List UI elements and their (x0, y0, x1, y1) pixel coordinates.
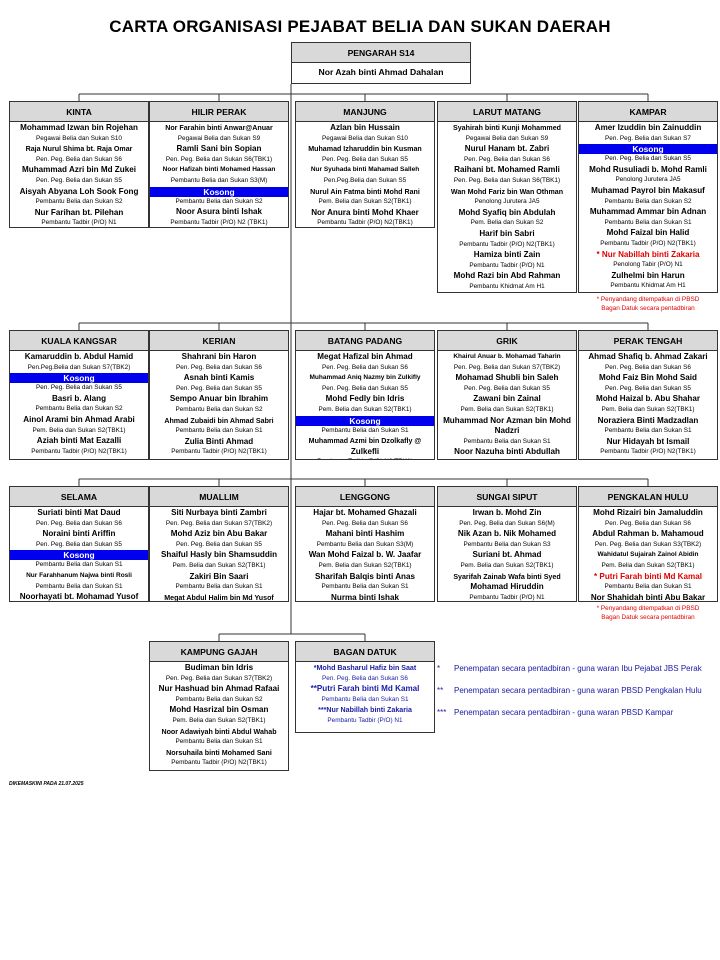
staff-position: Pem. Belia dan Sukan S2(TBK1) (32, 426, 126, 434)
staff-position: Pen. Peg. Belia dan Sukan S7(TBK2) (453, 363, 561, 371)
staff-name: Mohd Syafiq bin Abdulah (458, 207, 556, 217)
staff-name: Hamiza binti Zain (473, 250, 541, 260)
staff-position: Pembantu Belia dan Sukan S3 (463, 540, 551, 548)
staff-position: Pembantu Tadbir (P/O) N1 (41, 219, 117, 227)
staff-name: Hajar bt. Mohamed Ghazali (313, 508, 417, 517)
staff-name: *Mohd Basharul Hafiz bin Saat (313, 664, 417, 672)
staff-name: Muhammad Azri bin Md Zukei (22, 165, 136, 175)
staff-list (296, 662, 434, 727)
staff-position: Pen. Peg. Belia dan Sukan S5 (322, 155, 408, 163)
staff-position: Pegawai Belia dan Sukan S10 (36, 134, 122, 142)
staff-position: Pem. Belia dan Sukan S2(TBK1) (172, 716, 266, 724)
staff-position: Pen. Peg. Belia dan Sukan S5 (36, 384, 122, 392)
placement-note (576, 604, 720, 622)
staff-name: Nik Azan b. Nik Mohamed (457, 529, 557, 539)
staff-name: Noor Asura binti Ishak (175, 207, 263, 217)
note-line: Bagan Datuk secara pentadbiran (601, 614, 695, 621)
staff-name: Mahani binti Hashim (325, 529, 405, 539)
staff-name: Mohd Hasrizal bin Osman (169, 705, 269, 715)
staff-position: Pembantu Belia dan Sukan S1 (321, 583, 409, 591)
vacant-badge: Kosong (296, 416, 434, 426)
district-box-pengkalan-hulu (578, 486, 718, 602)
staff-name: Megat Hafizal bin Ahmad (317, 352, 413, 361)
staff-position: Pembantu Belia dan Sukan S1 (321, 426, 409, 434)
district-box-sungai-siput (437, 486, 577, 602)
staff-list (10, 507, 148, 602)
updated-date: DIKEMASKINI PADA 21.07.2025 (9, 781, 84, 787)
staff-position: Pembantu Tadbir (P/O) N2(TBK1) (317, 219, 413, 227)
staff-list (296, 122, 434, 228)
district-box-hilir-perak (149, 101, 289, 228)
staff-position: Pembantu Belia dan Sukan S1 (35, 561, 123, 569)
legend-text: Penempatan secara pentadbiran - guna waran PBSD Pengkalan Hulu (454, 686, 702, 695)
staff-name: Sempo Anuar bin Ibrahim (169, 394, 269, 404)
staff-name: Noraziera Binti Madzadlan (597, 415, 699, 425)
staff-name: Nur Hashuad bin Ahmad Rafaai (158, 684, 280, 694)
staff-name: Zawani bin Zainal (473, 394, 541, 404)
staff-position: Pen. Peg. Belia dan Sukan S5 (605, 155, 691, 163)
staff-position: Pen. Peg. Belia dan Sukan S7(TBK2) (165, 519, 273, 527)
staff-list (579, 351, 717, 458)
note-line: * Penyandang ditempatkan di PBSD (596, 296, 700, 303)
staff-name: Mohd Aziz bin Abu Bakar (170, 529, 268, 539)
district-name: MANJUNG (296, 102, 434, 122)
staff-position: Pembantu Belia dan Sukan S1 (604, 583, 692, 591)
staff-position: Pembantu Belia dan Sukan S1 (175, 738, 263, 746)
staff-position: Pembantu Khidmat Am H1 (469, 282, 545, 290)
staff-position: Pen.Peg.Belia dan Sukan S7(TBK2) (27, 363, 131, 371)
staff-position: Pem. Belia dan Sukan S2(TBK1) (460, 561, 554, 569)
staff-name: Ahmad Shafiq b. Ahmad Zakari (588, 352, 708, 361)
staff-list (438, 122, 576, 293)
staff-position: Pegawai Belia dan Sukan S9 (465, 134, 549, 142)
staff-list (296, 507, 434, 602)
staff-position (439, 458, 575, 460)
staff-position: Pembantu Tadbir (P/O) N1 (469, 261, 545, 269)
staff-name: Basri b. Alang (51, 393, 107, 403)
staff-name: Mohamad Shubli bin Saleh (455, 373, 559, 383)
staff-name: * Nur Nabillah binti Zakaria (596, 249, 700, 259)
staff-position: Pem. Belia dan Sukan S2(TBK1) (318, 198, 412, 206)
staff-position: Pembantu Khidmat Am H1 (610, 282, 686, 290)
district-name: LARUT MATANG (438, 102, 576, 122)
district-box-kinta (9, 101, 149, 228)
staff-position: Pembantu Belia dan Sukan S1 (175, 427, 263, 435)
staff-name: Muhammad Azmi bin Dzolkafly @ (308, 437, 422, 446)
staff-name: Nur Hidayah bt Ismail (606, 436, 690, 446)
staff-position: Pen. Peg. Belia dan Sukan S5 (36, 176, 122, 184)
staff-name: Suriati binti Mat Daud (37, 508, 121, 517)
staff-name: Noraini binti Ariffin (42, 529, 116, 539)
staff-name: Mohd Rusuliadi b. Mohd Ramli (589, 164, 707, 174)
district-name: KAMPAR (579, 102, 717, 122)
district-box-kuala-kangsar (9, 330, 149, 460)
staff-list (579, 507, 717, 602)
staff-name: Raihani bt. Mohamed Ramli (454, 165, 560, 175)
staff-name: Mohammad Izwan bin Rojehan (20, 123, 138, 132)
staff-position: Pembantu Tadbir (P/O) N2(TBK1) (171, 759, 267, 767)
staff-list (296, 351, 434, 460)
note-line: Bagan Datuk secara pentadbiran (601, 305, 695, 312)
staff-name: Aziah binti Mat Eazalli (36, 436, 122, 446)
staff-name: Asnah binti Kamis (183, 373, 255, 383)
staff-name: Nor Anura binti Mohd Khaer (311, 207, 419, 217)
staff-name: Abdul Rahman b. Mahamoud (592, 529, 704, 539)
staff-position: Pembantu Belia dan Sukan S3(M) (170, 176, 268, 184)
note-line: * Penyandang ditempatkan di PBSD (596, 605, 700, 612)
staff-position: Penolong Jurutera JA5 (615, 176, 681, 184)
staff-name: Ainol Arami bin Ahmad Arabi (23, 414, 135, 424)
staff-name: Ramli Sani bin Sopian (176, 144, 262, 154)
staff-position: Pen.Peg.Belia dan Sukan S5 (323, 176, 407, 184)
legend-item (437, 707, 720, 718)
staff-name: Raja Nurul Shima bt. Raja Omar (25, 145, 133, 154)
staff-position: Pembantu Belia dan Sukan S1 (604, 218, 692, 226)
staff-position: Pembantu Belia dan Sukan S1 (35, 582, 123, 590)
staff-position: Pen. Peg. Belia dan Sukan S5 (605, 384, 691, 392)
staff-position: Penolong Jurutera JA5 (474, 198, 540, 206)
staff-list (150, 507, 288, 602)
district-name: GRIK (438, 331, 576, 351)
staff-name: Amer Izuddin bin Zainuddin (594, 123, 702, 132)
staff-name: Nur Farihan bt. Pilehan (34, 207, 124, 217)
staff-position: Pen. Peg. Belia dan Sukan S6 (605, 363, 691, 371)
district-name: PERAK TENGAH (579, 331, 717, 351)
director-box (291, 42, 471, 84)
staff-name: Suriani bt. Ahmad (472, 550, 542, 560)
staff-name: Noor Hafizah binti Mohamed Hassan (162, 166, 276, 174)
staff-position: Pen. Peg. Belia dan Sukan S6 (322, 519, 408, 527)
staff-name: Harif bin Sabri (479, 228, 535, 238)
staff-name: Shaiful Hasly bin Shamsuddin (160, 550, 278, 560)
staff-position (297, 457, 433, 460)
staff-position: Pembantu Belia dan Sukan S1 (604, 427, 692, 435)
district-box-kampung-gajah (149, 641, 289, 771)
staff-position: Pen. Peg. Belia dan Sukan S7(TBK2) (165, 674, 273, 682)
legend-symbol: *** (437, 708, 447, 717)
staff-name: Muhamad Payrol bin Makasuf (591, 185, 705, 195)
vacant-badge: Kosong (579, 144, 717, 154)
staff-name: Azlan bin Hussain (330, 123, 400, 132)
staff-position: Pem. Belia dan Sukan S2(TBK1) (460, 405, 554, 413)
district-name: BAGAN DATUK (296, 642, 434, 662)
district-box-kampar (578, 101, 718, 293)
staff-name: Norsuhaila binti Mohamed Sani (166, 748, 272, 757)
staff-name: Wahidatul Sujairah Zainol Abidin (597, 551, 699, 559)
staff-name: Noor Nazuha binti Abdullah (454, 447, 560, 457)
staff-name: Nurul Ain Fatma binti Mohd Rani (310, 187, 420, 196)
staff-list (438, 351, 576, 460)
staff-name: ***Nur Nabillah binti Zakaria (318, 706, 412, 715)
staff-position: Pem. Belia dan Sukan S2(TBK1) (318, 561, 412, 569)
staff-position: Pembantu Belia dan Sukan S1 (321, 695, 409, 703)
staff-position: Pen. Peg. Belia dan Sukan S6(TBK1) (453, 176, 561, 184)
district-box-kerian (149, 330, 289, 460)
staff-list (150, 122, 288, 228)
staff-position: Pen. Peg. Belia dan Sukan S6(M) (459, 519, 555, 527)
district-box-grik (437, 330, 577, 460)
staff-name: Mohd Faizal bin Halid (606, 228, 690, 238)
vacant-badge: Kosong (150, 187, 288, 197)
staff-position: Pembantu Tadbir (P/O) N1 (469, 593, 545, 601)
staff-position: Pem. Belia dan Sukan S2(TBK1) (318, 405, 412, 413)
staff-name: Nurma binti Ishak (331, 592, 399, 602)
staff-name: Zulia Binti Ahmad (184, 436, 254, 446)
staff-position: Pembantu Belia dan Sukan S2 (35, 405, 123, 413)
staff-name: * Putri Farah binti Md Kamal (594, 571, 702, 581)
staff-list (579, 122, 717, 292)
staff-name: Muhammad Nor Azman bin Mohd (443, 415, 571, 425)
legend-item (437, 663, 720, 674)
staff-name: Budiman bin Idris (184, 663, 254, 672)
district-box-larut-matang (437, 101, 577, 293)
staff-position: Pen. Peg. Belia dan Sukan S6 (322, 674, 408, 682)
staff-name: Mohd Rizairi bin Jamaluddin (593, 508, 703, 517)
staff-name: Wan Mohd Fariz bin Wan Othman (450, 187, 564, 196)
staff-name: Siti Nurbaya binti Zambri (171, 508, 267, 517)
vacant-badge: Kosong (10, 550, 148, 560)
legend-text: Penempatan secara pentadbiran - guna waran Ibu Pejabat JBS Perak (454, 664, 702, 673)
staff-position: Pembantu Belia dan Sukan S1 (175, 583, 263, 591)
staff-name: Noorhayati bt. Mohamad Yusof (19, 592, 139, 602)
district-name: PENGKALAN HULU (579, 487, 717, 507)
staff-name: Muhammad Aniq Nazmy bin Zulkifly (309, 374, 421, 382)
staff-name: Shahrani bin Haron (181, 352, 257, 361)
staff-position: Pembantu Belia dan Sukan S2 (175, 405, 263, 413)
staff-position: Pembantu Tadbir (P/O) N2(TBK1) (459, 240, 555, 248)
staff-position: Pegawai Belia dan Sukan S10 (322, 134, 408, 142)
district-box-muallim (149, 486, 289, 602)
staff-list (150, 662, 288, 769)
staff-position: Pembantu Belia dan Sukan S3(M) (316, 540, 414, 548)
staff-name: Nor Farahin binti Anwar@Anuar (165, 124, 273, 132)
staff-position: Pen. Peg. Belia dan Sukan S5 (176, 384, 262, 392)
staff-name: Aisyah Abyana Loh Sook Fong (19, 186, 139, 196)
staff-name: Mohd Faiz Bin Mohd Said (598, 373, 697, 383)
staff-position: Pen. Peg. Belia dan Sukan S5 (464, 384, 550, 392)
staff-position: Pen. Peg. Belia dan Sukan S6 (176, 363, 262, 371)
district-name: KINTA (10, 102, 148, 122)
staff-name: Nur Syuhada binti Mahamad Salleh (310, 166, 420, 174)
district-box-bagan-datuk (295, 641, 435, 733)
staff-name: Mohd Fedly bin Idris (325, 394, 405, 404)
chart-title: CARTA ORGANISASI PEJABAT BELIA DAN SUKAN DAERAH (109, 17, 611, 36)
staff-name: Nor Shahidah binti Abu Bakar (590, 592, 706, 602)
district-name: HILIR PERAK (150, 102, 288, 122)
district-name: KAMPUNG GAJAH (150, 642, 288, 662)
staff-position: Pembantu Tadbir (P/O) N2(TBK1) (600, 239, 696, 247)
staff-list (150, 351, 288, 458)
staff-position: Pembantu Tadbir (P/O) N1 (327, 716, 403, 724)
staff-position: Pem. Belia dan Sukan S2 (470, 219, 544, 227)
staff-name: Syarifah Zainab Wafa binti Syed (453, 572, 561, 581)
district-name: KUALA KANGSAR (10, 331, 148, 351)
staff-name: **Putri Farah binti Md Kamal (310, 684, 420, 694)
staff-name: Ahmad Zubaidi bin Ahmad Sabri (164, 416, 274, 425)
staff-position: Pen. Peg. Belia dan Sukan S6 (322, 363, 408, 371)
staff-position: Pen. Peg. Belia dan Sukan S6 (464, 155, 550, 163)
district-name: SUNGAI SIPUT (438, 487, 576, 507)
staff-name: Kamaruddin b. Abdul Hamid (24, 352, 134, 361)
staff-position: Pen. Peg. Belia dan Sukan S7 (605, 134, 691, 142)
district-box-perak-tengah (578, 330, 718, 460)
staff-position: Pen. Peg. Belia dan Sukan S6 (36, 519, 122, 527)
staff-position: Pembantu Tadbir (P/O) N2(TBK1) (31, 447, 127, 455)
staff-name: Noor Adawiyah binti Abdul Wahab (161, 727, 277, 736)
district-name: BATANG PADANG (296, 331, 434, 351)
staff-position: Pen. Peg. Belia dan Sukan S3(TBK2) (594, 540, 702, 548)
district-box-batang-padang (295, 330, 435, 460)
staff-list (10, 122, 148, 228)
placement-note (576, 295, 720, 313)
staff-position: Pem. Belia dan Sukan S2(TBK1) (601, 561, 695, 569)
staff-name: Megat Abdul Halim bin Md Yusof (164, 593, 274, 602)
staff-position: Pen. Peg. Belia dan Sukan S6 (36, 155, 122, 163)
director-title: PENGARAH S14 (292, 43, 470, 63)
staff-name: Nurul Hanam bt. Zabri (464, 144, 550, 154)
legend-text: Penempatan secara pentadbiran - guna waran PBSD Kampar (454, 708, 674, 717)
staff-name: Mohd Haizal b. Abu Shahar (595, 394, 701, 404)
district-name: LENGGONG (296, 487, 434, 507)
staff-position: Pembantu Belia dan Sukan S2 (35, 198, 123, 206)
staff-name: Muhammad Ammar bin Adnan (589, 207, 707, 217)
legend-symbol: ** (437, 686, 444, 695)
staff-name: Zakiri Bin Saari (189, 571, 249, 581)
legend-symbol: * (437, 664, 441, 673)
staff-name: Wan Mohd Faizal b. W. Jaafar (308, 550, 422, 560)
staff-list (10, 351, 148, 457)
staff-name: Nur Farahhanum Najwa binti Rosli (26, 571, 132, 579)
staff-name: Khairul Anuar b. Mohamad Taharin (453, 353, 561, 360)
district-name: KERIAN (150, 331, 288, 351)
staff-name-cont: Zulkefli (350, 446, 380, 456)
staff-name: Zulhelmi bin Harun (611, 270, 685, 280)
staff-position: Pen. Peg. Belia dan Sukan S5 (36, 540, 122, 548)
staff-name: Sharifah Balqis binti Anas (315, 571, 415, 581)
staff-position: Pembantu Belia dan Sukan S2 (175, 695, 263, 703)
staff-position: Pen. Peg. Belia dan Sukan S6 (605, 519, 691, 527)
staff-position: Pembantu Tadbir (P/O) N2(TBK1) (171, 448, 267, 456)
staff-position: Pembantu Belia dan Sukan S2 (604, 197, 692, 205)
staff-position: Pem. Belia dan Sukan S2(TBK1) (172, 561, 266, 569)
staff-name-cont: Mohamad Hiruddin (470, 582, 544, 592)
staff-name: Irwan b. Mohd Zin (472, 508, 542, 517)
staff-list (438, 507, 576, 602)
district-name: SELAMA (10, 487, 148, 507)
legend-item (437, 685, 720, 696)
district-name: MUALLIM (150, 487, 288, 507)
staff-position: Pem. Belia dan Sukan S2(TBK1) (601, 405, 695, 413)
staff-position: Penolong Tabir (P/O) N1 (613, 261, 683, 269)
staff-name: Mohd Razi bin Abd Rahman (453, 271, 561, 281)
staff-name-cont: Nadzri (494, 426, 520, 436)
district-box-manjung (295, 101, 435, 228)
staff-name: Muhamad Izharuddin bin Kusman (308, 145, 422, 154)
vacant-badge: Kosong (10, 373, 148, 383)
director-name: Nor Azah binti Ahmad Dahalan (318, 67, 444, 77)
district-box-lenggong (295, 486, 435, 602)
district-box-selama (9, 486, 149, 602)
staff-position: Pembantu Belia dan Sukan S1 (463, 437, 551, 445)
staff-name: Syahirah binti Kunji Mohammed (453, 124, 561, 132)
staff-position: Pegawai Belia dan Sukan S9 (177, 134, 261, 142)
staff-position: Pen. Peg. Belia dan Sukan S5 (176, 540, 262, 548)
staff-position: Pen. Peg. Belia dan Sukan S6(TBK1) (165, 155, 273, 163)
staff-position: Pembantu Belia dan Sukan S2 (175, 197, 263, 205)
staff-position: Pembantu Tadbir (P/O) N2 (TBK1) (170, 218, 268, 226)
staff-position: Pen. Peg. Belia dan Sukan S5 (322, 384, 408, 392)
staff-position: Pembantu Tadbir (P/O) N2(TBK1) (600, 448, 696, 456)
